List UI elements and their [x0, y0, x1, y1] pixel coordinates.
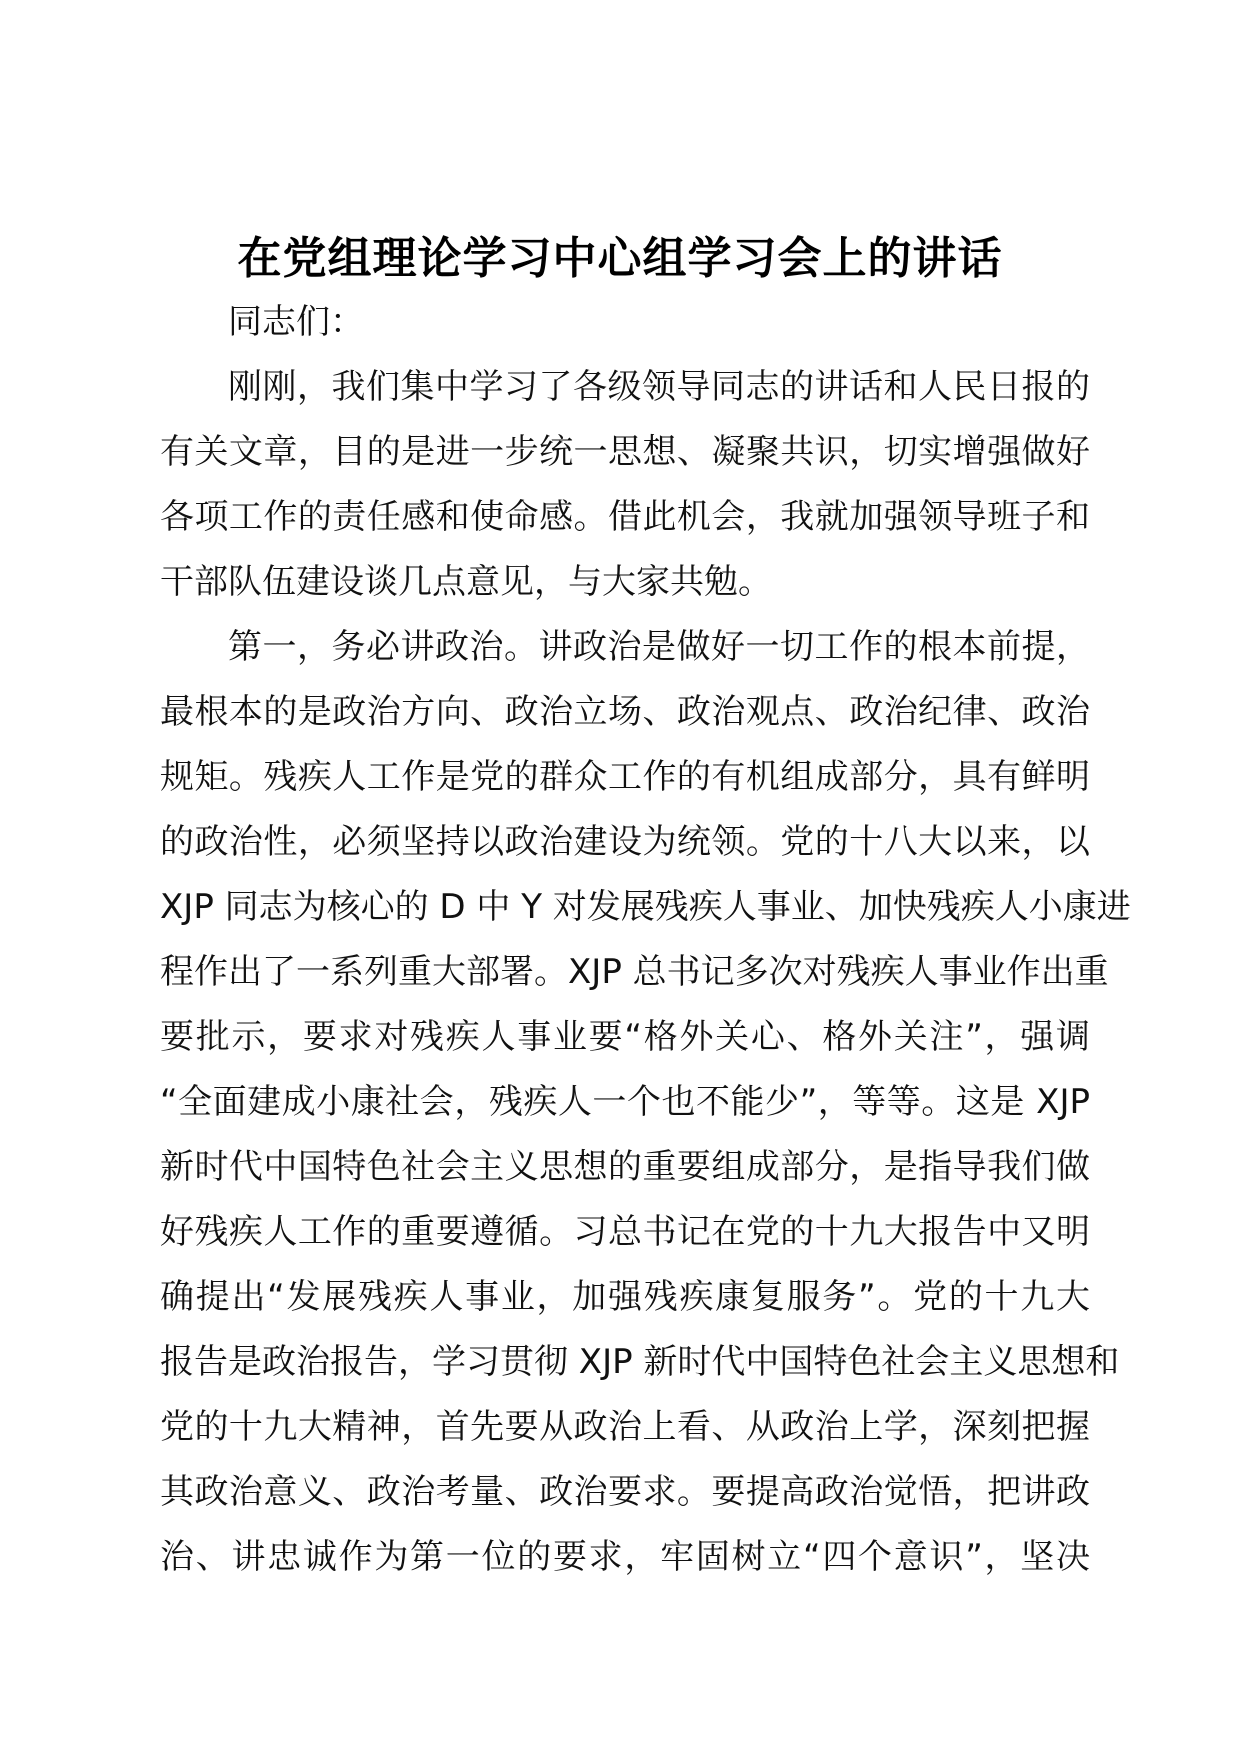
body-text-line: 其政治意义、政治考量、政治要求。要提高政治觉悟，把讲政 [160, 1472, 1090, 1512]
body-text-line: 的政治性，必须坚持以政治建设为统领。党的十八大以来，以 [160, 822, 1090, 862]
body-text-line: “全面建成小康社会，残疾人一个也不能少”，等等。这是 XJP [160, 1082, 1090, 1122]
body-text-line: 同志们： [228, 302, 364, 342]
body-text-line: 有关文章，目的是进一步统一思想、凝聚共识，切实增强做好 [160, 432, 1090, 472]
body-text-line: 干部队伍建设谈几点意见，与大家共勉。 [160, 562, 772, 602]
body-text-line: 确提出“发展残疾人事业，加强残疾康复服务”。党的十九大 [160, 1277, 1090, 1317]
document-title: 在党组理论学习中心组学习会上的讲话 [237, 233, 1003, 285]
body-text-line: 刚刚，我们集中学习了各级领导同志的讲话和人民日报的 [228, 367, 1090, 407]
body-text-line: 程作出了一系列重大部署。XJP 总书记多次对残疾人事业作出重 [160, 952, 1109, 992]
body-text-line: 党的十九大精神，首先要从政治上看、从政治上学，深刻把握 [160, 1407, 1090, 1447]
body-text-line: 各项工作的责任感和使命感。借此机会，我就加强领导班子和 [160, 497, 1090, 537]
body-text-line: 治、讲忠诚作为第一位的要求，牢固树立“四个意识”，坚决 [160, 1537, 1090, 1577]
body-text-line: 要批示，要求对残疾人事业要“格外关心、格外关注”，强调 [160, 1017, 1090, 1057]
body-text-line: 最根本的是政治方向、政治立场、政治观点、政治纪律、政治 [160, 692, 1090, 732]
body-text-line: 规矩。残疾人工作是党的群众工作的有机组成部分，具有鲜明 [160, 757, 1090, 797]
body-text-line: XJP 同志为核心的 D 中 Y 对发展残疾人事业、加快残疾人小康进 [160, 887, 1131, 927]
document-body [160, 290, 1131, 1590]
body-text-line: 报告是政治报告，学习贯彻 XJP 新时代中国特色社会主义思想和 [160, 1342, 1120, 1382]
body-text-line: 好残疾人工作的重要遵循。习总书记在党的十九大报告中又明 [160, 1212, 1090, 1252]
body-text-line: 新时代中国特色社会主义思想的重要组成部分，是指导我们做 [160, 1147, 1090, 1187]
body-text-line: 第一，务必讲政治。讲政治是做好一切工作的根本前提， [228, 627, 1090, 667]
